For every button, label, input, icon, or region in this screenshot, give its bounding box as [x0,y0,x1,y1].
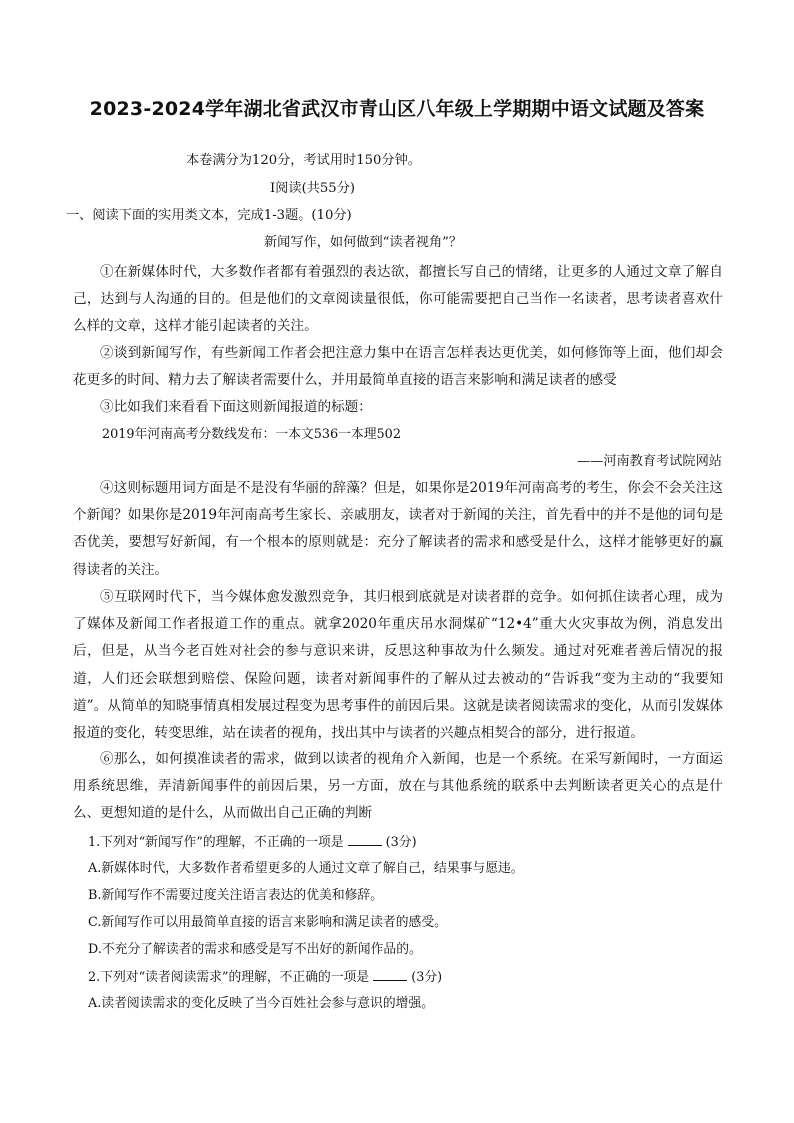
article-title: 新闻写作，如何做到“读者视角”？ [264,235,463,250]
paragraph-4: ④这则标题用词方面是不是没有华丽的辞藻？但是，如果你是2019年河南高考的考生，你会不会关注这个新闻？如果你是2019年河南高考生家长、亲戚朋友，读者对于新闻的关注，首先看中的并不是他的词句是否优美，要想写好新闻，有一个根本的原则就是：充分了解读者的需求和感受是什么，这样才能够更好的赢得读者的关注。 [73,480,723,578]
question-1-option-b: B.新闻写作不需要过度关注语言表达的优美和修辞。 [88,888,384,903]
question-2-stem-text: 2.下列对“读者阅读需求”的理解，不正确的一项是 [88,970,370,985]
paragraph-3: ③比如我们来看看下面这则新闻报道的标题： [100,399,372,415]
question-1-stem [88,833,417,852]
answer-blank-1[interactable] [348,833,382,846]
document-title: 2023-2024学年湖北省武汉市青山区八年级上学期期中语文试题及答案 [89,98,705,120]
question-1-score: (3分) [385,835,417,850]
paragraph-2: ②谈到新闻写作，有些新闻工作者会把注意力集中在语言怎样表达更优美，如何修饰等上面，他们却会花更多的时间、精力去了解读者需要什么，并用最简单直接的语言来影响和满足读者的感受 [73,345,723,389]
paragraph-1: ①在新媒体时代，大多数作者都有着强烈的表达欲，都擅长写自己的情绪，让更多的人通过文章了解自己，达到与人沟通的目的。但是他们的文章阅读量很低，你可能需要把自己当作一名读者，思考读者喜欢什么样的文章，这样才能引起读者的关注。 [73,264,723,335]
answer-blank-2[interactable] [373,968,407,981]
question-1-option-a: A.新媒体时代，大多数作者希望更多的人通过文章了解自己，结果事与愿违。 [88,861,524,876]
paragraph-6: ⑥那么，如何摸准读者的需求，做到以读者的视角介入新闻，也是一个系统。在采写新闻时，一方面运用系统思维，弄清新闻事件的前因后果，另一方面，放在与其他系统的联系中去判断读者更关心的点是什么、更想知道的是什么，从而做出自己正确的判断 [73,751,723,822]
question-1-option-d: D.不充分了解读者的需求和感受是写不出好的新闻作品的。 [88,942,422,957]
section-one-heading: 一、阅读下面的实用类文本，完成1-3题。(10分) [66,208,352,223]
question-2-score: (3分) [411,970,443,985]
exam-meta: 本卷满分为120分，考试用时150分钟。 [186,153,421,168]
question-1-stem-text: 1.下列对“新闻写作”的理解，不正确的一项是 [88,835,344,850]
question-2-option-a: A.读者阅读需求的变化反映了当今百姓社会参与意识的增强。 [88,996,435,1011]
question-1-option-c: C.新闻写作可以用最简单直接的语言来影响和满足读者的感受。 [88,915,447,930]
question-2-stem [88,968,442,987]
paragraph-5: ⑤互联网时代下，当今媒体愈发激烈竞争，其归根到底就是对读者群的竞争。如何抓住读者心理，成为了媒体及新闻工作者报道工作的重点。就拿2020年重庆吊水洞煤矿“12•4”重大火灾事故为例，消息发出后，但是，从当今老百姓对社会的参与意识来讲，反思这种事故为什么频发。通过对死难者善后情况的报道，人们还会联想到赔偿、保险问题，读者对新闻事件的了解从过去被动的“告诉我“变为主动的“我要知道”。从简单的知晓事情真相发展过程变为思考事件的前因后果。这就是读者阅读需求的变化，从而引发媒体报道的变化，转变思维，站在读者的视角，找出其中与读者的兴趣点相契合的部分，进行报道。 [73,589,723,742]
part-heading: I阅读(共55分) [270,181,356,196]
headline-example: 2019年河南高考分数线发布：一本文536一本理502 [102,427,401,442]
headline-source: ——河南教育考试院网站 [576,454,722,469]
